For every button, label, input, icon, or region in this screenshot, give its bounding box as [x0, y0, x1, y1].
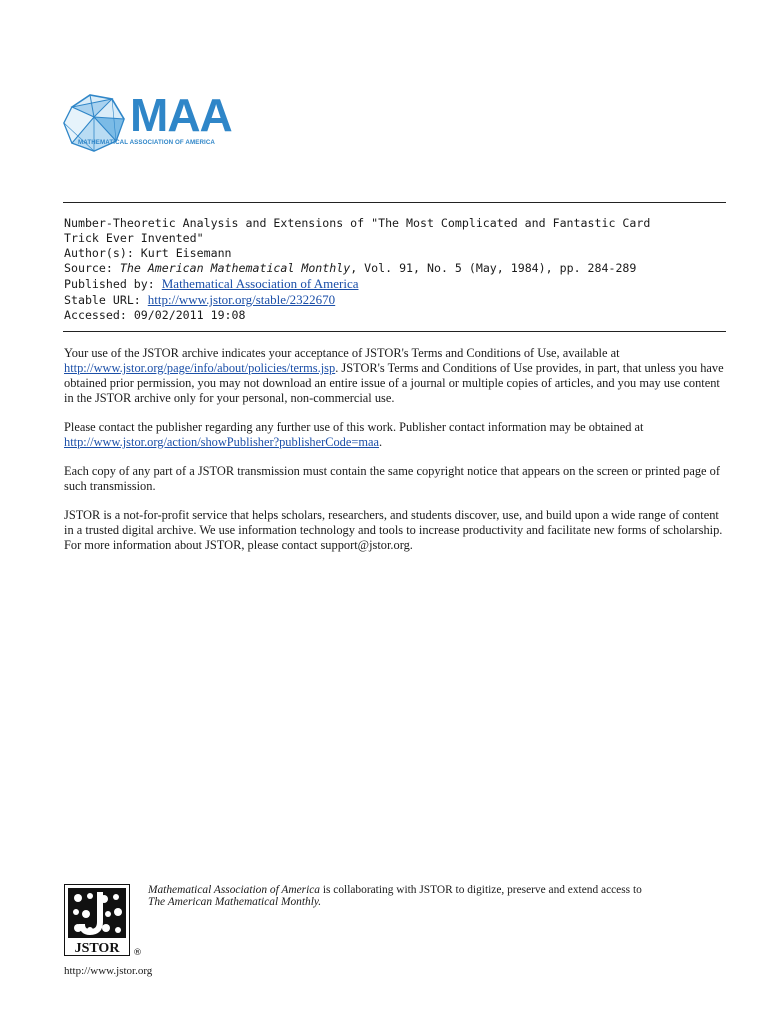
- terms-link[interactable]: http://www.jstor.org/page/info/about/policies/terms.jsp: [64, 361, 336, 375]
- publisher-contact-link[interactable]: http://www.jstor.org/action/showPublisher?publisherCode=maa: [64, 435, 379, 449]
- stable-url-link[interactable]: http://www.jstor.org/stable/2322670: [147, 292, 336, 307]
- article-title-line-1: Number-Theoretic Analysis and Extensions of "The Most Complicated and Fantastic Card: [64, 216, 651, 230]
- stable-url-row: [64, 292, 724, 308]
- article-title-line-2: Trick Ever Invented": [64, 231, 204, 245]
- source-label: Source:: [64, 261, 113, 275]
- collab-org: Mathematical Association of America: [148, 884, 320, 896]
- jstor-url[interactable]: http://www.jstor.org: [64, 965, 153, 977]
- contact-period: .: [379, 435, 383, 449]
- stable-url-label: Stable URL:: [64, 293, 141, 307]
- source-row: [64, 261, 724, 276]
- citation-block: [64, 216, 724, 323]
- source-details: , Vol. 91, No. 5 (May, 1984), pp. 284-289: [350, 261, 637, 275]
- accessed-label: Accessed:: [64, 308, 127, 322]
- terms-text: Your use of the JSTOR archive indicates your acceptance of JSTOR's Terms and Conditions of Use, available at: [64, 346, 620, 360]
- bottom-rule: [63, 331, 726, 332]
- terms-text-cont: . JSTOR's Terms and Conditions of Use provides, in part, that unless you have obtained prior permission, you may not download an entire issue of a journal or multiple copies of articles, and you may use content in the JSTOR archive only for your personal, non-commercial use.: [64, 361, 724, 405]
- jstor-wordmark: JSTOR: [74, 941, 120, 956]
- accessed-row: [64, 308, 724, 323]
- jstor-logo: [64, 884, 130, 956]
- contact-text: Please contact the publisher regarding any further use of this work. Publisher contact information may be obtained at: [64, 420, 644, 434]
- author-label: Author(s):: [64, 246, 134, 260]
- author-row: [64, 246, 724, 261]
- registered-mark: ®: [133, 948, 142, 958]
- terms-paragraph-3: Each copy of any part of a JSTOR transmission must contain the same copyright notice that appears on the screen or printed page of such transmission.: [64, 464, 720, 493]
- top-rule: [63, 202, 726, 203]
- collaboration-note: [148, 884, 728, 908]
- terms-block: [64, 346, 726, 567]
- maa-subtitle: MATHEMATICAL ASSOCIATION OF AMERICA: [78, 139, 215, 146]
- source-journal: The American Mathematical Monthly: [119, 261, 351, 275]
- publisher-link[interactable]: Mathematical Association of America: [161, 276, 359, 291]
- maa-wordmark: MAA: [130, 89, 232, 141]
- collab-text: is collaborating with JSTOR to digitize, preserve and extend access to: [320, 884, 642, 896]
- maa-logo: [62, 89, 232, 157]
- published-row: [64, 276, 724, 292]
- accessed-date: 09/02/2011 19:08: [133, 308, 246, 322]
- collab-journal: The American Mathematical Monthly.: [148, 896, 322, 908]
- author-name: Kurt Eisemann: [140, 246, 232, 260]
- terms-paragraph-2: [64, 420, 726, 450]
- published-label: Published by:: [64, 277, 155, 291]
- terms-paragraph-1: [64, 346, 726, 406]
- terms-paragraph-4: JSTOR is a not-for-profit service that helps scholars, researchers, and students discover, use, and build upon a wide range of content in a trusted digital archive. We use information technology and tools to increase productivity and facilitate new forms of scholarship. For more information about JSTOR, please contact support@jstor.org.: [64, 508, 723, 552]
